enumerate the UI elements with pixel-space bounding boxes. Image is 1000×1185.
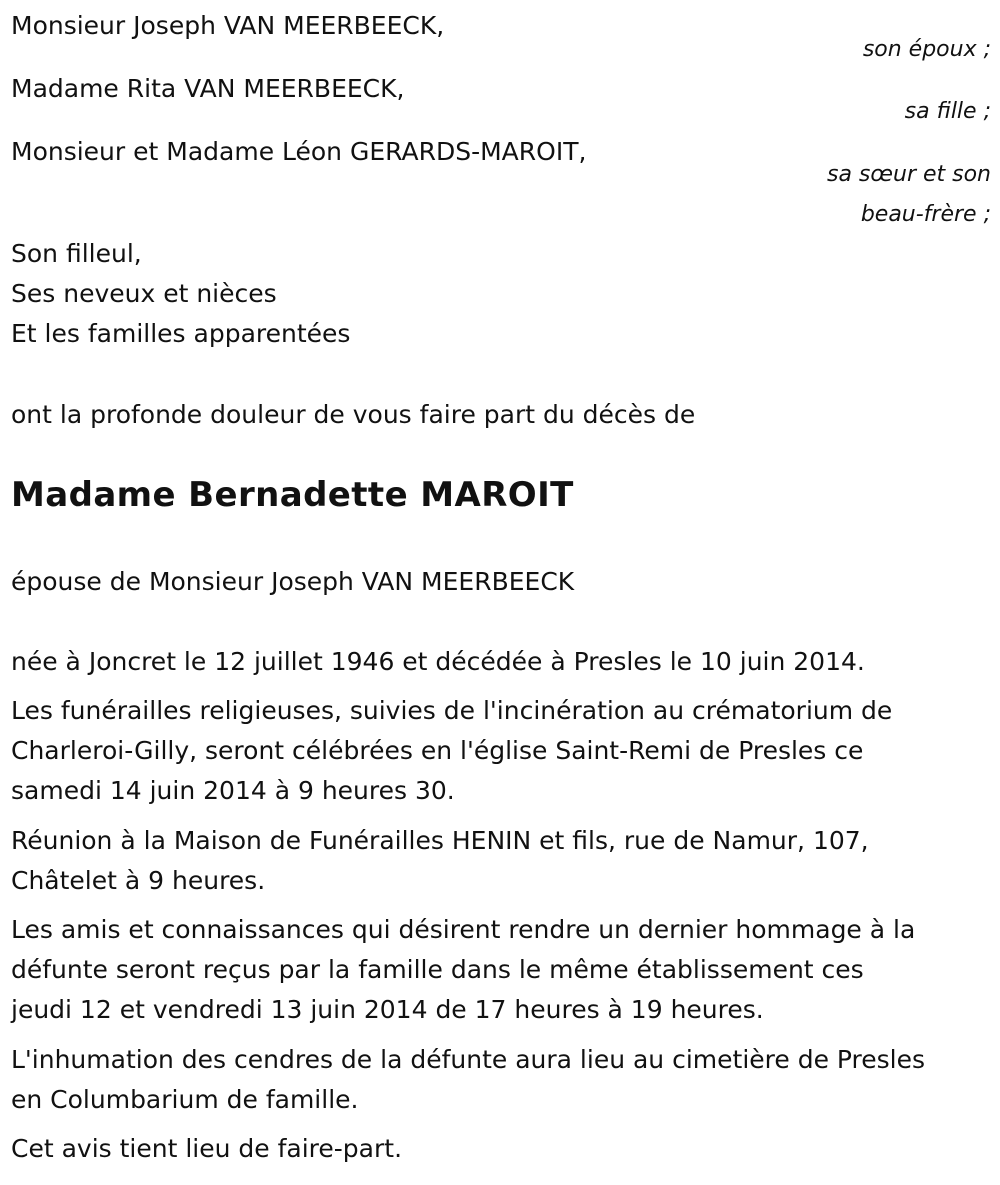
spouse-line: épouse de Monsieur Joseph VAN MEERBEECK xyxy=(11,567,575,596)
closing-paragraph xyxy=(11,1129,402,1169)
visitation-line-3: jeudi 12 et vendredi 13 juin 2014 de 17 heures à 19 heures. xyxy=(11,995,764,1024)
burial-paragraph xyxy=(11,1040,925,1120)
deceased-name: Madame Bernadette MAROIT xyxy=(11,475,574,515)
burial-line-2: en Columbarium de famille. xyxy=(11,1085,359,1114)
meeting-line-2: Châtelet à 9 heures. xyxy=(11,866,266,895)
burial-line-1: L'inhumation des cendres de la défunte aura lieu au cimetière de Presles xyxy=(11,1045,926,1074)
other-relatives xyxy=(11,234,350,354)
announcement-line: ont la profonde douleur de vous faire part du décès de xyxy=(11,400,696,429)
funeral-paragraph xyxy=(11,691,892,811)
funeral-line-2: Charleroi-Gilly, seront célébrées en l'église Saint-Remi de Presles ce xyxy=(11,736,864,765)
meeting-paragraph xyxy=(11,821,869,901)
visitation-paragraph xyxy=(11,910,915,1030)
godson-line: Son filleul, xyxy=(11,239,142,268)
relative-role: son époux ; xyxy=(862,37,991,62)
closing-line: Cet avis tient lieu de faire-part. xyxy=(11,1134,403,1163)
relative-name: Monsieur et Madame Léon GERARDS-MAROIT, xyxy=(11,137,587,166)
meeting-line-1: Réunion à la Maison de Funérailles HENIN et fils, rue de Namur, 107, xyxy=(11,826,869,855)
relative-role-continued: beau-frère ; xyxy=(860,202,991,227)
visitation-line-2: défunte seront reçus par la famille dans le même établissement ces xyxy=(11,955,864,984)
relative-name: Monsieur Joseph VAN MEERBEECK, xyxy=(11,11,445,40)
visitation-line-1: Les amis et connaissances qui désirent rendre un dernier hommage à la xyxy=(11,915,916,944)
relative-role: sa fille ; xyxy=(904,99,991,124)
relative-name: Madame Rita VAN MEERBEECK, xyxy=(11,74,405,103)
families-line: Et les familles apparentées xyxy=(11,319,351,348)
birth-death-line: née à Joncret le 12 juillet 1946 et décédée à Presles le 10 juin 2014. xyxy=(11,647,865,676)
funeral-line-1: Les funérailles religieuses, suivies de l'incinération au crématorium de xyxy=(11,696,893,725)
nephews-line: Ses neveux et nièces xyxy=(11,279,277,308)
funeral-line-3: samedi 14 juin 2014 à 9 heures 30. xyxy=(11,776,455,805)
relative-role: sa sœur et son xyxy=(826,162,991,187)
